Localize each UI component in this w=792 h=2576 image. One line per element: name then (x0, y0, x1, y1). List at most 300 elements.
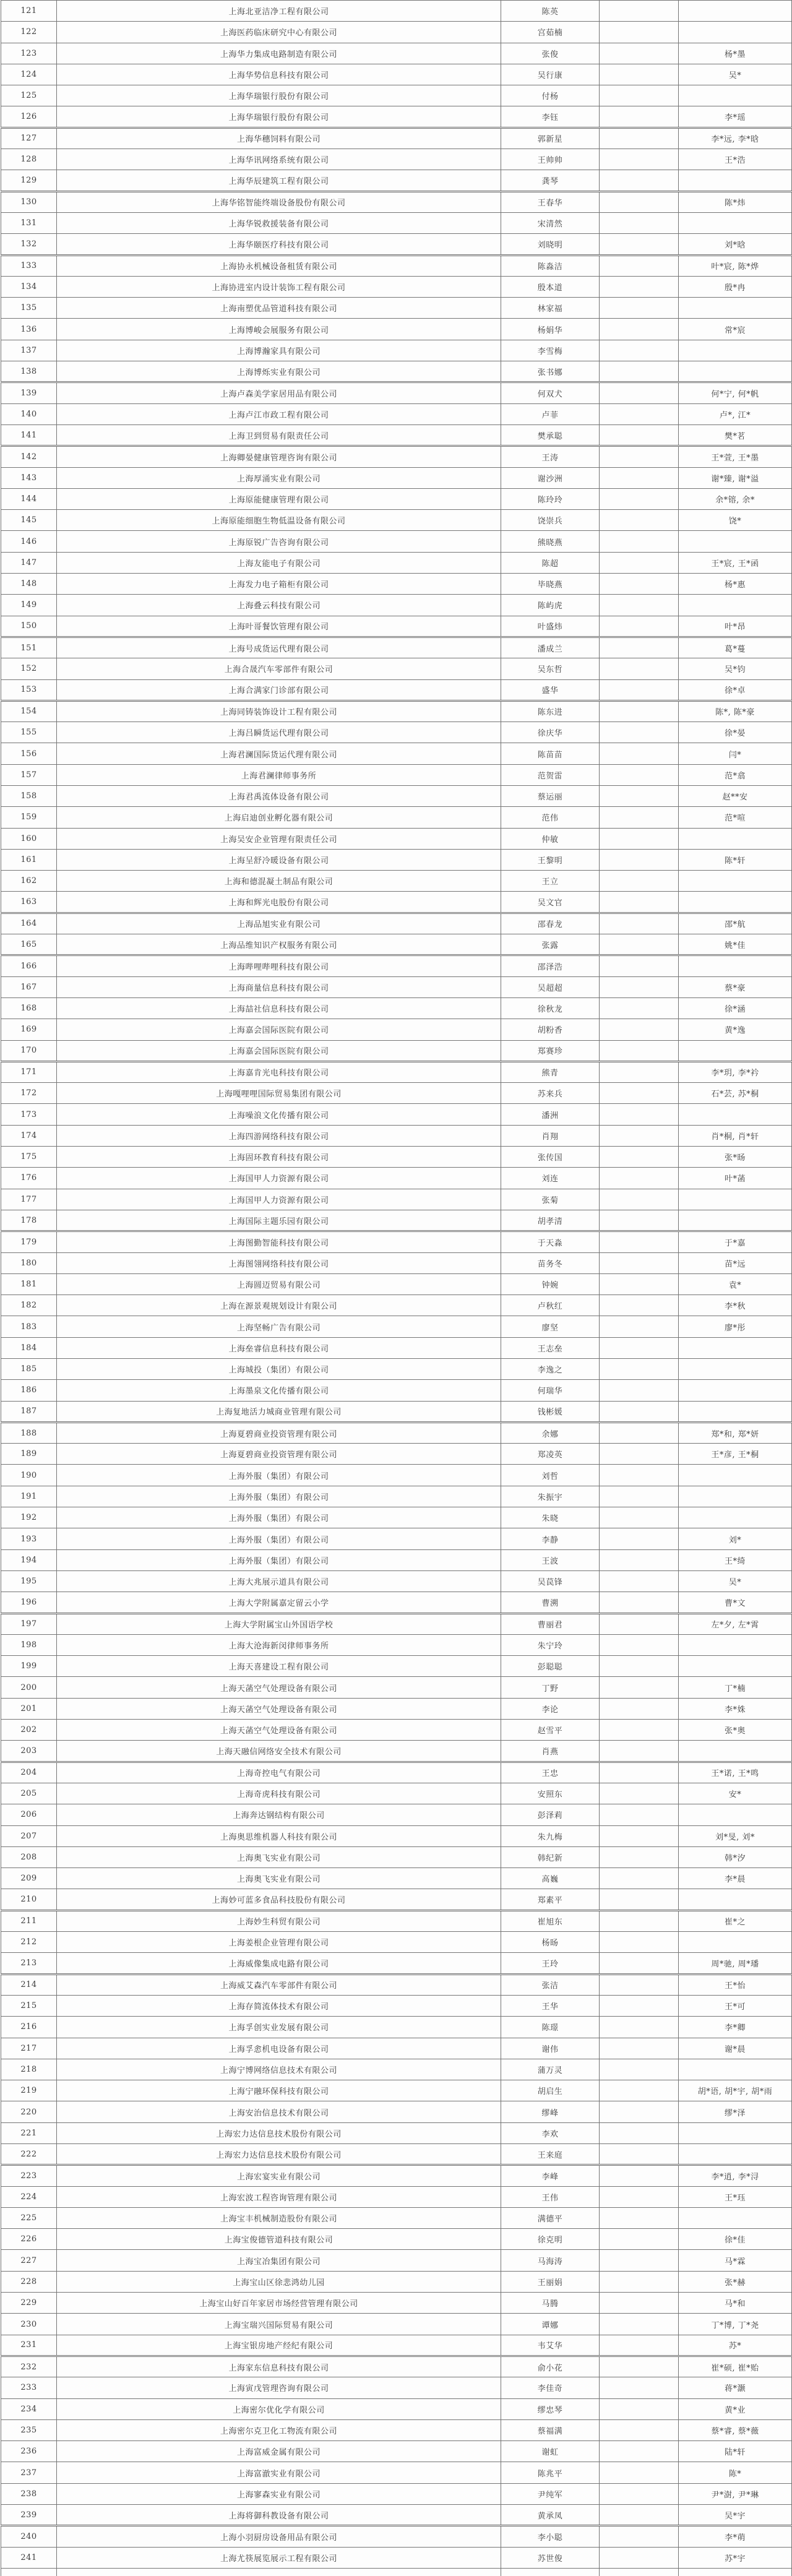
employee-name-cell: 尹纯军 (501, 2483, 600, 2504)
masked-names-cell (679, 1401, 792, 1422)
table-row (1, 807, 792, 828)
empty-cell (600, 127, 679, 149)
masked-names-cell: 刘*晗 (679, 234, 792, 255)
company-name-cell: 上海商量信息科技有限公司 (57, 976, 501, 997)
company-name-cell: 上海外服（集团）有限公司 (57, 1465, 501, 1486)
company-name-cell: 上海合满家门诊部有限公司 (57, 679, 501, 700)
employee-name-cell: 缪忠琴 (501, 2398, 600, 2419)
row-number-cell: 221 (1, 2122, 57, 2143)
row-number-cell: 228 (1, 2271, 57, 2292)
employee-name-cell: 安照东 (501, 1783, 600, 1804)
empty-cell (600, 1634, 679, 1655)
row-number-cell: 163 (1, 892, 57, 913)
empty-cell (600, 1316, 679, 1337)
table-row (1, 1634, 792, 1655)
masked-names-cell: 陈*, 陈*豪 (679, 700, 792, 722)
row-number-cell: 225 (1, 2207, 57, 2228)
employee-name-cell: 叶盛炜 (501, 616, 600, 637)
employee-name-cell: 潘洲 (501, 1104, 600, 1125)
masked-names-cell: 李*萌 (679, 2526, 792, 2547)
masked-names-cell: 张*赫 (679, 2271, 792, 2292)
masked-names-cell: 李*姝 (679, 1698, 792, 1719)
employee-name-cell: 于天淼 (501, 1231, 600, 1252)
employee-name-cell: 张洁 (501, 1974, 600, 1995)
table-row (1, 2143, 792, 2165)
empty-cell (600, 1295, 679, 1316)
row-number-cell: 219 (1, 2080, 57, 2101)
empty-cell (600, 2080, 679, 2101)
company-name-cell: 上海宝银房地产经纪有限公司 (57, 2335, 501, 2356)
row-number-cell: 187 (1, 1401, 57, 1422)
empty-cell (600, 574, 679, 595)
empty-cell (600, 170, 679, 191)
row-number-cell: 234 (1, 2398, 57, 2419)
table-row (1, 1974, 792, 1995)
table-row (1, 1422, 792, 1443)
company-name-cell: 上海博瀚家具有限公司 (57, 340, 501, 361)
table-row (1, 319, 792, 340)
table-row (1, 1889, 792, 1910)
employee-name-cell: 卢秋红 (501, 1295, 600, 1316)
company-name-cell: 上海孚悆机电设备有限公司 (57, 2038, 501, 2059)
table-row (1, 2059, 792, 2080)
employee-name-cell: 陈东进 (501, 700, 600, 722)
table-row (1, 2122, 792, 2143)
company-name-cell: 上海固环教育科技有限公司 (57, 1147, 501, 1168)
table-row (1, 1273, 792, 1294)
company-name-cell: 上海图勤智能科技有限公司 (57, 1231, 501, 1252)
table-row (1, 1316, 792, 1337)
row-number-cell: 167 (1, 976, 57, 997)
masked-names-cell: 石*芸, 苏*桐 (679, 1083, 792, 1104)
masked-names-cell: 陈* (679, 2462, 792, 2483)
employee-name-cell: 盛华 (501, 679, 600, 700)
company-name-cell: 上海卫到贸易有限责任公司 (57, 424, 501, 446)
empty-cell (600, 2017, 679, 2038)
company-name-cell: 上海哔哩哔哩科技有限公司 (57, 955, 501, 976)
employee-name-cell: 刘哲 (501, 1465, 600, 1486)
table-row (1, 255, 792, 276)
row-number-cell: 226 (1, 2229, 57, 2250)
row-number-cell: 205 (1, 1783, 57, 1804)
employee-name-cell: 丁野 (501, 1677, 600, 1698)
table-row (1, 1507, 792, 1528)
row-number-cell: 136 (1, 319, 57, 340)
masked-names-cell: 饶* (679, 510, 792, 531)
empty-cell (600, 2419, 679, 2440)
row-number-cell: 164 (1, 913, 57, 934)
table-row (1, 1337, 792, 1358)
masked-names-cell: 吴* (679, 1570, 792, 1592)
empty-cell (600, 2398, 679, 2419)
company-name-cell: 上海宏宴实业有限公司 (57, 2165, 501, 2186)
employee-name-cell: 黄承凤 (501, 2505, 600, 2526)
employee-name-cell: 李钰 (501, 106, 600, 127)
row-number-cell: 240 (1, 2526, 57, 2547)
company-name-cell: 上海启迪创业孵化器有限公司 (57, 807, 501, 828)
masked-names-cell: 徐*卓 (679, 679, 792, 700)
empty-cell (600, 997, 679, 1019)
masked-names-cell: 张*旸 (679, 1147, 792, 1168)
employee-name-cell: 宋清然 (501, 212, 600, 233)
row-number-cell: 134 (1, 276, 57, 297)
row-number-cell: 173 (1, 1104, 57, 1125)
row-number-cell: 122 (1, 22, 57, 43)
row-number-cell: 150 (1, 616, 57, 637)
company-name-cell: 上海城投（集团）有限公司 (57, 1359, 501, 1380)
company-name-cell: 上海孚创实业发展有限公司 (57, 2017, 501, 2038)
row-number-cell: 176 (1, 1168, 57, 1189)
masked-names-cell (679, 1210, 792, 1231)
row-number-cell: 184 (1, 1337, 57, 1358)
company-name-cell: 上海外服（集团）有限公司 (57, 1486, 501, 1507)
masked-names-cell (679, 595, 792, 616)
table-row (1, 2441, 792, 2462)
empty-cell (600, 658, 679, 679)
empty-cell (600, 1974, 679, 1995)
row-number-cell: 180 (1, 1252, 57, 1273)
table-row (1, 574, 792, 595)
empty-cell (600, 955, 679, 976)
empty-cell (600, 64, 679, 85)
empty-cell (600, 785, 679, 806)
row-number-cell: 129 (1, 170, 57, 191)
employee-name-cell: 吴苠锋 (501, 1570, 600, 1592)
row-number-cell: 130 (1, 191, 57, 212)
table-row (1, 743, 792, 764)
company-name-cell: 上海宏力达信息技术股份有限公司 (57, 2143, 501, 2165)
company-name-cell: 上海华辰建筑工程有限公司 (57, 170, 501, 191)
table-row (1, 2080, 792, 2101)
row-number-cell: 140 (1, 403, 57, 424)
employee-name-cell: 谢沙洲 (501, 467, 600, 488)
masked-names-cell: 徐*涵 (679, 997, 792, 1019)
employee-name-cell: 郭新星 (501, 127, 600, 149)
masked-names-cell (679, 340, 792, 361)
company-name-cell: 上海华颐医疗科技有限公司 (57, 234, 501, 255)
company-name-cell: 上海大学附属嘉定留云小学 (57, 1592, 501, 1613)
masked-names-cell: 李*瑶 (679, 106, 792, 127)
table-row (1, 2483, 792, 2504)
masked-names-cell: 胡*语, 胡*宇, 胡*雨 (679, 2080, 792, 2101)
empty-cell (600, 1804, 679, 1825)
row-number-cell: 192 (1, 1507, 57, 1528)
empty-cell (600, 1040, 679, 1061)
company-name-cell: 上海威像集成电路有限公司 (57, 1953, 501, 1974)
company-name-cell: 上海协永机械设备租赁有限公司 (57, 255, 501, 276)
company-name-cell: 上海天菡空气处理设备有限公司 (57, 1720, 501, 1741)
row-number-cell: 126 (1, 106, 57, 127)
employee-name-cell: 王涛 (501, 446, 600, 467)
table-row (1, 764, 792, 785)
employee-name-cell: 李欢 (501, 2122, 600, 2143)
company-name-cell: 上海嘎哩哩国际贸易集团有限公司 (57, 1083, 501, 1104)
company-name-cell: 上海密尔优化学有限公司 (57, 2398, 501, 2419)
company-name-cell: 上海天菡空气处理设备有限公司 (57, 1677, 501, 1698)
row-number-cell: 216 (1, 2017, 57, 2038)
employee-name-cell: 朱晓 (501, 1507, 600, 1528)
table-row (1, 2526, 792, 2547)
row-number-cell: 121 (1, 1, 57, 22)
row-number-cell: 147 (1, 552, 57, 573)
empty-cell (600, 2526, 679, 2547)
empty-cell (600, 361, 679, 382)
empty-cell (600, 1698, 679, 1719)
row-number-cell: 165 (1, 934, 57, 955)
masked-names-cell: 吴*宇 (679, 2505, 792, 2526)
empty-cell (600, 679, 679, 700)
empty-cell (600, 1910, 679, 1931)
employee-name-cell: 郑凌英 (501, 1444, 600, 1465)
company-name-cell: 上海天菡空气处理设备有限公司 (57, 1698, 501, 1719)
empty-cell (600, 595, 679, 616)
masked-names-cell (679, 828, 792, 849)
masked-names-cell: 范*翕 (679, 764, 792, 785)
employee-name-cell: 李雪梅 (501, 340, 600, 361)
company-name-cell: 上海国甲人力资源有限公司 (57, 1168, 501, 1189)
employee-name-cell: 王春华 (501, 191, 600, 212)
table-row (1, 871, 792, 892)
company-name-cell: 上海噪浪文化传播有限公司 (57, 1104, 501, 1125)
company-name-cell: 上海尤筷展览展示工程有限公司 (57, 2547, 501, 2568)
empty-cell (600, 1104, 679, 1125)
company-name-cell: 上海宏波工程咨询管理有限公司 (57, 2186, 501, 2207)
masked-names-cell (679, 1, 792, 22)
empty-cell (600, 1147, 679, 1168)
empty-cell (600, 1741, 679, 1762)
employee-name-cell: 李静 (501, 1528, 600, 1549)
row-number-cell: 220 (1, 2101, 57, 2122)
empty-cell (600, 1337, 679, 1358)
table-row (1, 785, 792, 806)
masked-names-cell: 范*喧 (679, 807, 792, 828)
company-name-cell: 上海君禹流体设备有限公司 (57, 785, 501, 806)
masked-names-cell (679, 2143, 792, 2165)
empty-cell (600, 2377, 679, 2398)
masked-names-cell: 王*宸, 王*函 (679, 552, 792, 573)
masked-names-cell: 刘* (679, 1528, 792, 1549)
masked-names-cell: 王*浩 (679, 149, 792, 170)
empty-cell (600, 255, 679, 276)
table-row (1, 934, 792, 955)
company-name-cell: 上海博烁实业有限公司 (57, 361, 501, 382)
employee-name-cell: 陈淼洁 (501, 255, 600, 276)
employee-name-cell (501, 2568, 600, 2576)
empty-cell (600, 2186, 679, 2207)
employee-name-cell: 邵泽浩 (501, 955, 600, 976)
empty-cell (600, 1868, 679, 1889)
company-name-cell: 上海嘉会国际医院有限公司 (57, 1040, 501, 1061)
company-name-cell: 上海宁博网络信息技术有限公司 (57, 2059, 501, 2080)
employee-name-cell: 付杨 (501, 85, 600, 106)
table-row (1, 1592, 792, 1613)
masked-names-cell: 马*和 (679, 2293, 792, 2314)
masked-names-cell: 王*绮 (679, 1549, 792, 1570)
company-name-cell: 上海同铸装饰设计工程有限公司 (57, 700, 501, 722)
row-number-cell: 143 (1, 467, 57, 488)
row-number-cell: 198 (1, 1634, 57, 1655)
masked-names-cell: 刘*旻, 刘* (679, 1825, 792, 1846)
empty-cell (600, 276, 679, 297)
employee-name-cell: 王忠 (501, 1762, 600, 1783)
empty-cell (600, 2293, 679, 2314)
company-name-cell: 上海奇控电气有限公司 (57, 1762, 501, 1783)
table-row (1, 2398, 792, 2419)
empty-cell (600, 446, 679, 467)
employee-name-cell: 苗务冬 (501, 1252, 600, 1273)
company-name-cell: 上海存简流体技术有限公司 (57, 1995, 501, 2016)
masked-names-cell: 安* (679, 1783, 792, 1804)
table-row (1, 1040, 792, 1061)
company-name-cell: 上海华瑞银行股份有限公司 (57, 85, 501, 106)
masked-names-cell: 李*晨 (679, 1868, 792, 1889)
empty-cell (600, 2101, 679, 2122)
table-row (1, 531, 792, 552)
masked-names-cell: 蒋*灏 (679, 2377, 792, 2398)
empty-cell (600, 382, 679, 403)
table-row (1, 2207, 792, 2228)
empty-cell (600, 1932, 679, 1953)
masked-names-cell: 袁* (679, 1273, 792, 1294)
company-name-cell: 上海寅戊管理咨询有限公司 (57, 2377, 501, 2398)
row-number-cell: 223 (1, 2165, 57, 2186)
table-row (1, 1528, 792, 1549)
company-name-cell: 上海叶哥餐饮管理有限公司 (57, 616, 501, 637)
row-number-cell: 222 (1, 2143, 57, 2165)
empty-cell (600, 43, 679, 64)
employee-name-cell: 樊承聪 (501, 424, 600, 446)
masked-names-cell: 王*萱, 王*墨 (679, 446, 792, 467)
masked-names-cell (679, 361, 792, 382)
empty-cell (600, 2229, 679, 2250)
table-row (1, 424, 792, 446)
company-name-cell: 上海四游网络科技有限公司 (57, 1125, 501, 1146)
table-row (1, 1932, 792, 1953)
company-name-cell: 上海寥森实业有限公司 (57, 2483, 501, 2504)
company-name-cell: 上海合晟汽车零部件有限公司 (57, 658, 501, 679)
employee-name-cell: 马海涛 (501, 2250, 600, 2271)
row-number-cell: 127 (1, 127, 57, 149)
masked-names-cell: 王*可 (679, 1995, 792, 2016)
employee-name-cell: 曹溯 (501, 1592, 600, 1613)
table-row (1, 1359, 792, 1380)
employee-name-cell: 胡孝清 (501, 1210, 600, 1231)
company-name-cell: 上海医药临床研究中心有限公司 (57, 22, 501, 43)
masked-names-cell: 李*远, 李*晗 (679, 127, 792, 149)
empty-cell (600, 1762, 679, 1783)
employee-name-cell: 吴东哲 (501, 658, 600, 679)
row-number-cell: 215 (1, 1995, 57, 2016)
table-row (1, 2186, 792, 2207)
empty-cell (600, 1507, 679, 1528)
empty-cell (600, 2335, 679, 2356)
employee-name-cell: 陈苗苗 (501, 743, 600, 764)
empty-cell (600, 1592, 679, 1613)
employee-name-cell: 李论 (501, 1698, 600, 1719)
company-name-cell: 上海卢森美学家居用品有限公司 (57, 382, 501, 403)
masked-names-cell: 吴*钧 (679, 658, 792, 679)
table-row (1, 1104, 792, 1125)
employee-name-cell: 王帅帅 (501, 149, 600, 170)
employee-name-cell: 李峰 (501, 2165, 600, 2186)
empty-cell (600, 934, 679, 955)
employee-name-cell: 陈璟 (501, 2017, 600, 2038)
masked-names-cell: 韩*汐 (679, 1846, 792, 1867)
empty-cell (600, 807, 679, 828)
masked-names-cell: 左*夕, 左*霄 (679, 1613, 792, 1634)
empty-cell (600, 106, 679, 127)
row-number-cell: 177 (1, 1189, 57, 1210)
row-number-cell: 159 (1, 807, 57, 828)
employee-name-cell: 邵春龙 (501, 913, 600, 934)
table-row (1, 127, 792, 149)
employee-name-cell: 张菊 (501, 1189, 600, 1210)
employee-name-cell: 胡粉香 (501, 1019, 600, 1040)
employee-name-cell: 吴超超 (501, 976, 600, 997)
employee-name-cell: 殷本道 (501, 276, 600, 297)
empty-cell (600, 1189, 679, 1210)
table-row (1, 2356, 792, 2377)
row-number-cell: 181 (1, 1273, 57, 1294)
row-number-cell: 229 (1, 2293, 57, 2314)
table-row (1, 1147, 792, 1168)
empty-cell (600, 1083, 679, 1104)
company-name-cell: 上海大学附属宝山外国语学校 (57, 1613, 501, 1634)
masked-names-cell (679, 1337, 792, 1358)
company-name-cell: 上海宏力达信息技术股份有限公司 (57, 2122, 501, 2143)
row-number-cell: 137 (1, 340, 57, 361)
company-name-cell: 上海国甲人力资源有限公司 (57, 1189, 501, 1210)
empty-cell (600, 1422, 679, 1443)
table-row (1, 64, 792, 85)
company-name-cell: 上海外服（集团）有限公司 (57, 1528, 501, 1549)
employee-name-cell: 谢虹 (501, 2441, 600, 2462)
masked-names-cell: 吴* (679, 64, 792, 85)
empty-cell (600, 828, 679, 849)
table-row (1, 2101, 792, 2122)
empty-cell (600, 1889, 679, 1910)
table-row (1, 1698, 792, 1719)
empty-cell (600, 340, 679, 361)
masked-names-cell (679, 955, 792, 976)
employee-name-cell: 何双犬 (501, 382, 600, 403)
empty-cell (600, 2505, 679, 2526)
masked-names-cell: 杨*惠 (679, 574, 792, 595)
table-row (1, 85, 792, 106)
masked-names-cell: 郑*和, 郑*妍 (679, 1422, 792, 1443)
employee-name-cell: 马腾 (501, 2293, 600, 2314)
masked-names-cell: 尹*澍, 尹*琳 (679, 2483, 792, 2504)
empty-cell (600, 1019, 679, 1040)
table-row (1, 2462, 792, 2483)
company-name-cell: 上海君澜国际货运代理有限公司 (57, 743, 501, 764)
row-number-cell: 194 (1, 1549, 57, 1570)
company-name-cell: 上海妙可蓝多食品科技股份有限公司 (57, 1889, 501, 1910)
empty-cell (600, 1401, 679, 1422)
table-row (1, 1995, 792, 2016)
company-name-cell: 上海宝瑞兴国际贸易有限公司 (57, 2314, 501, 2335)
company-name-cell: 上海宁融环保科技有限公司 (57, 2080, 501, 2101)
row-number-cell: 186 (1, 1380, 57, 1401)
company-name-cell: 上海卢江市政工程有限公司 (57, 403, 501, 424)
table-row (1, 510, 792, 531)
table-row (1, 1401, 792, 1422)
empty-cell (600, 467, 679, 488)
masked-names-cell: 张*奥 (679, 1720, 792, 1741)
company-name-cell: 上海宝冶集团有限公司 (57, 2250, 501, 2271)
table-row (1, 1570, 792, 1592)
employee-name-cell: 陈超 (501, 552, 600, 573)
